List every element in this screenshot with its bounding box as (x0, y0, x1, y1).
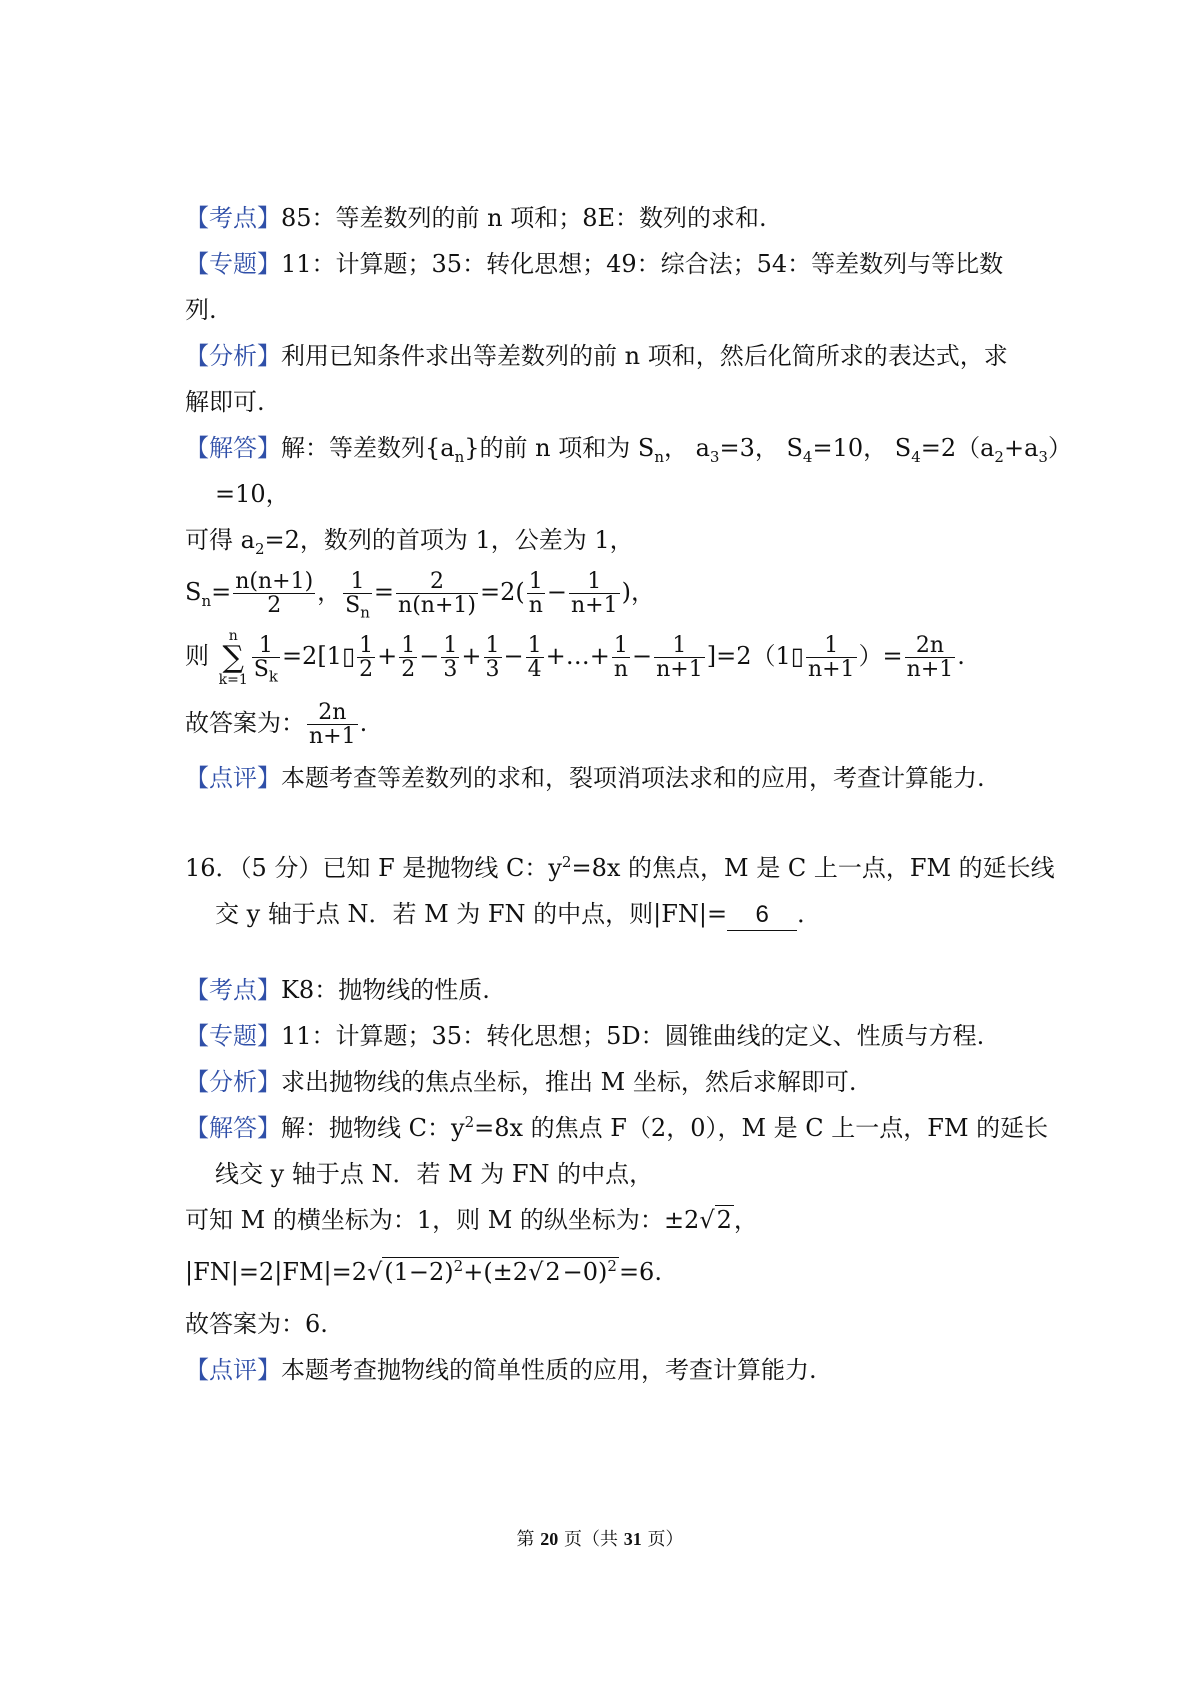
fraction-num: 1 (587, 568, 602, 594)
fraction-num: 1 (672, 632, 687, 658)
q15-step3 (185, 621, 1025, 691)
math-symbol: ）= (858, 642, 903, 670)
kaodian-tag: 【考点】 (185, 204, 281, 232)
q16-dianping (185, 1347, 1025, 1393)
q16-jieda-cont: 线交 y 轴于点 N．若 M 为 FN 的中点， (215, 1160, 654, 1188)
superscript: 2 (607, 1257, 617, 1275)
math-symbol: +…+ (545, 642, 610, 670)
fraction-num: 2n (915, 632, 945, 658)
math-symbol: − (546, 578, 567, 606)
q15-fenxi (185, 333, 1025, 425)
footer-text: 页（共 (558, 1529, 624, 1550)
fraction-den: 4 (527, 657, 542, 682)
fraction-den-text: S (345, 593, 361, 618)
sqrt-sign: √ (366, 1258, 383, 1286)
fraction (396, 570, 478, 617)
fraction-num: n(n+1) (235, 568, 314, 594)
spacer (185, 801, 1025, 845)
missing-glyph: ▯ (790, 642, 804, 670)
fraction-num: 2 (430, 568, 444, 594)
jieda-text: 解：等差数列{a (281, 434, 455, 462)
fraction-den: n+1 (807, 657, 855, 682)
q15-kaodian (185, 195, 1025, 241)
step-text: ， (733, 1206, 758, 1234)
math-symbol: − (503, 642, 524, 670)
dianping-tag: 【点评】 (185, 764, 281, 792)
superscript: 2 (464, 1113, 475, 1131)
total-pages: 31 (623, 1529, 642, 1549)
jieda-text: =2（a (920, 434, 995, 462)
fraction-num: 2n (318, 699, 347, 725)
fraction (654, 634, 705, 681)
math-symbol: + (461, 642, 482, 670)
summation (219, 629, 248, 687)
sqrt: √2 (699, 1206, 732, 1234)
fenxi-tag: 【分析】 (185, 1068, 281, 1096)
fraction-den: n+1 (571, 593, 618, 618)
kaodian-text: K8：抛物线的性质. (281, 976, 490, 1004)
fraction (357, 634, 375, 681)
fraction (612, 634, 630, 681)
footer-text: 第 (516, 1529, 541, 1550)
jieda-text: =10， S (812, 434, 912, 462)
math-symbol: =2[1 (281, 642, 342, 670)
math-symbol: S (185, 578, 202, 606)
dianping-text: 本题考查抛物线的简单性质的应用，考查计算能力. (281, 1356, 817, 1384)
q15-jieda-cont: =10， (215, 480, 290, 508)
superscript: 2 (561, 853, 572, 871)
fraction-den: n (528, 593, 543, 618)
spacer (185, 937, 1025, 967)
zhuanti-tag: 【专题】 (185, 250, 281, 278)
math-symbol: − (419, 642, 440, 670)
dianping-tag: 【点评】 (185, 1356, 281, 1384)
fraction-num: 1 (485, 632, 500, 658)
fraction-den: n(n+1) (398, 593, 476, 618)
math-symbol: )， (621, 578, 655, 606)
fraction-den: 2 (233, 593, 315, 617)
fraction-num: 1 (350, 568, 365, 594)
dianping-text: 本题考查等差数列的求和，裂项消项法求和的应用，考查计算能力. (281, 764, 985, 792)
math-symbol: . (359, 709, 368, 737)
zhuanti-text: 11：计算题；35：转化思想；5D：圆锥曲线的定义、性质与方程. (281, 1022, 985, 1050)
math-symbol: − (632, 642, 653, 670)
jieda-text: =3， S (719, 434, 803, 462)
q16-step1 (185, 1197, 1025, 1243)
jieda-text: =8x 的焦点 F（2，0），M 是 C 上一点，FM 的延长 (474, 1114, 1049, 1142)
kaodian-tag: 【考点】 (185, 976, 281, 1004)
math-text: =6. (618, 1258, 662, 1286)
fraction-den: n (613, 657, 628, 682)
sqrt-radicand: 2 (716, 1206, 732, 1234)
fraction-num: 1 (824, 632, 839, 658)
math-symbol: ]=2（1 (706, 642, 791, 670)
q15-jieda: 【解答】解：等差数列$\{a_n\}$的前 n 项和为 $S_n$， $a_3=3$， $S_4=10$， $S_4=2(a_2+a_3)$ (185, 434, 1072, 466)
jieda-text: 解：抛物线 C：y (281, 1114, 465, 1142)
math-symbol: = (373, 578, 395, 606)
sqrt-radicand: $(1-2)^2+(\pm 2√2-0)^2$ (384, 1257, 617, 1286)
zhuanti-tag: 【专题】 (185, 1022, 281, 1050)
sum-lower: k=1 (218, 671, 248, 688)
fraction-num: 1 (359, 632, 374, 658)
jieda-text: ， a (663, 434, 710, 462)
fraction-den: 2 (401, 657, 416, 682)
step-text: 可得 a (185, 526, 255, 554)
fraction-num: 1 (443, 632, 458, 658)
page-number: 20 (540, 1529, 559, 1549)
superscript: 2 (453, 1257, 464, 1275)
math-symbol: . (957, 642, 965, 670)
math-symbol: =2( (479, 578, 525, 606)
math-text: −0) (562, 1258, 608, 1286)
q15-dianping (185, 755, 1025, 801)
answer-blank: 6 (727, 900, 797, 931)
kaodian-text: 85：等差数列的前 n 项和；8E：数列的求和. (281, 204, 767, 232)
math-symbol: ， (317, 578, 342, 606)
jieda-tag: 【解答】 (185, 1114, 281, 1142)
fenxi-text: 利用已知条件求出等差数列的前 n 项和，然后化简所求的表达式，求解即可. (185, 342, 1008, 416)
footer-text: 页） (641, 1529, 684, 1550)
q16-zhuanti (185, 1013, 1025, 1059)
math-text: (1−2) (384, 1258, 454, 1286)
fraction (343, 568, 372, 622)
q16-stem-line2 (185, 891, 1025, 937)
fraction (905, 634, 956, 681)
stem-text: 交 y 轴于点 N．若 M 为 FN 的中点，则|FN|= (215, 900, 728, 928)
step-text: 则 (185, 642, 209, 670)
fraction-num: 1 (401, 632, 416, 658)
q15-step2: $S_n=$ $\frac{n(n+1)}{2}$ ， $\frac{1}{S_n}$ = $\frac{2}{n(n+1)}$ =2( $\frac{1}{n}$ − $\frac{1}{n+1}$ )， (185, 568, 655, 622)
math-symbol: + (377, 642, 398, 670)
fraction-num: 1 (258, 632, 273, 658)
fraction-den: n+1 (309, 724, 356, 749)
q16-answer: 故答案为：6. (185, 1310, 328, 1338)
fraction (307, 701, 358, 748)
page-footer (0, 1525, 1200, 1551)
sqrt-radicand-inner: 2 (545, 1258, 561, 1286)
sum-sigma: ∑ (222, 639, 244, 675)
fraction (526, 634, 544, 681)
missing-glyph: ▯ (341, 642, 356, 670)
math-symbol: = (211, 578, 232, 606)
q16-jieda (185, 1105, 1049, 1151)
fraction-num: 1 (613, 632, 628, 658)
fraction (527, 570, 545, 617)
stem-text: ． (797, 900, 822, 928)
zhuanti-text: 11：计算题；35：转化思想；49：综合法；54：等差数列与等比数列. (185, 250, 1004, 324)
fraction (399, 634, 417, 681)
fenxi-text: 求出抛物线的焦点坐标，推出 M 坐标，然后求解即可. (281, 1068, 857, 1096)
sum-upper: n (228, 627, 238, 644)
jieda-text: +a (1003, 434, 1039, 462)
math-value: ±2 (663, 1206, 700, 1234)
page-content (185, 195, 1072, 1393)
jieda-tag: 【解答】 (185, 434, 281, 462)
fraction (569, 570, 620, 617)
answer-label: 故答案为： (185, 709, 305, 737)
q15-answer (185, 691, 1025, 755)
fraction-den: 3 (443, 657, 458, 682)
fraction (441, 634, 459, 681)
jieda-text: }的前 n 项和为 S (464, 434, 655, 462)
fenxi-tag: 【分析】 (185, 342, 281, 370)
q16-fenxi (185, 1059, 1025, 1105)
fraction (233, 570, 315, 617)
q15-zhuanti (185, 241, 1025, 333)
jieda-text: ） (1047, 434, 1072, 462)
q16-step2 (185, 1243, 1025, 1301)
stem-text: =8x 的焦点，M 是 C 上一点，FM 的延长线 (571, 854, 1055, 882)
q16-kaodian (185, 967, 1025, 1013)
step-text: =2，数列的首项为 1，公差为 1， (264, 526, 634, 554)
fraction-den-text: S (253, 657, 269, 682)
fraction (252, 632, 280, 686)
fraction-den: n+1 (656, 657, 703, 682)
fraction-den: $S_k$ (253, 657, 278, 686)
math-text: +(±2 (463, 1258, 529, 1286)
fraction-den: $S_n$ (345, 593, 370, 622)
fraction (484, 634, 502, 681)
stem-text: 16．（5 分）已知 F 是抛物线 C：y (185, 854, 562, 882)
math-text: |FN|=2|FM|=2 (185, 1258, 367, 1286)
fraction-den: n+1 (906, 657, 954, 682)
fraction-den: 3 (485, 657, 500, 682)
fraction (806, 634, 857, 681)
q16-stem-line1 (185, 845, 1055, 891)
fraction-den: 2 (359, 657, 374, 682)
fraction-num: 1 (528, 568, 543, 594)
step-text: 可知 M 的横坐标为：1，则 M 的纵坐标为： (185, 1206, 664, 1234)
q15-step1: 可得 $a_2=2$，数列的首项为 1，公差为 1， (185, 526, 634, 558)
fraction-num: 1 (527, 632, 542, 658)
